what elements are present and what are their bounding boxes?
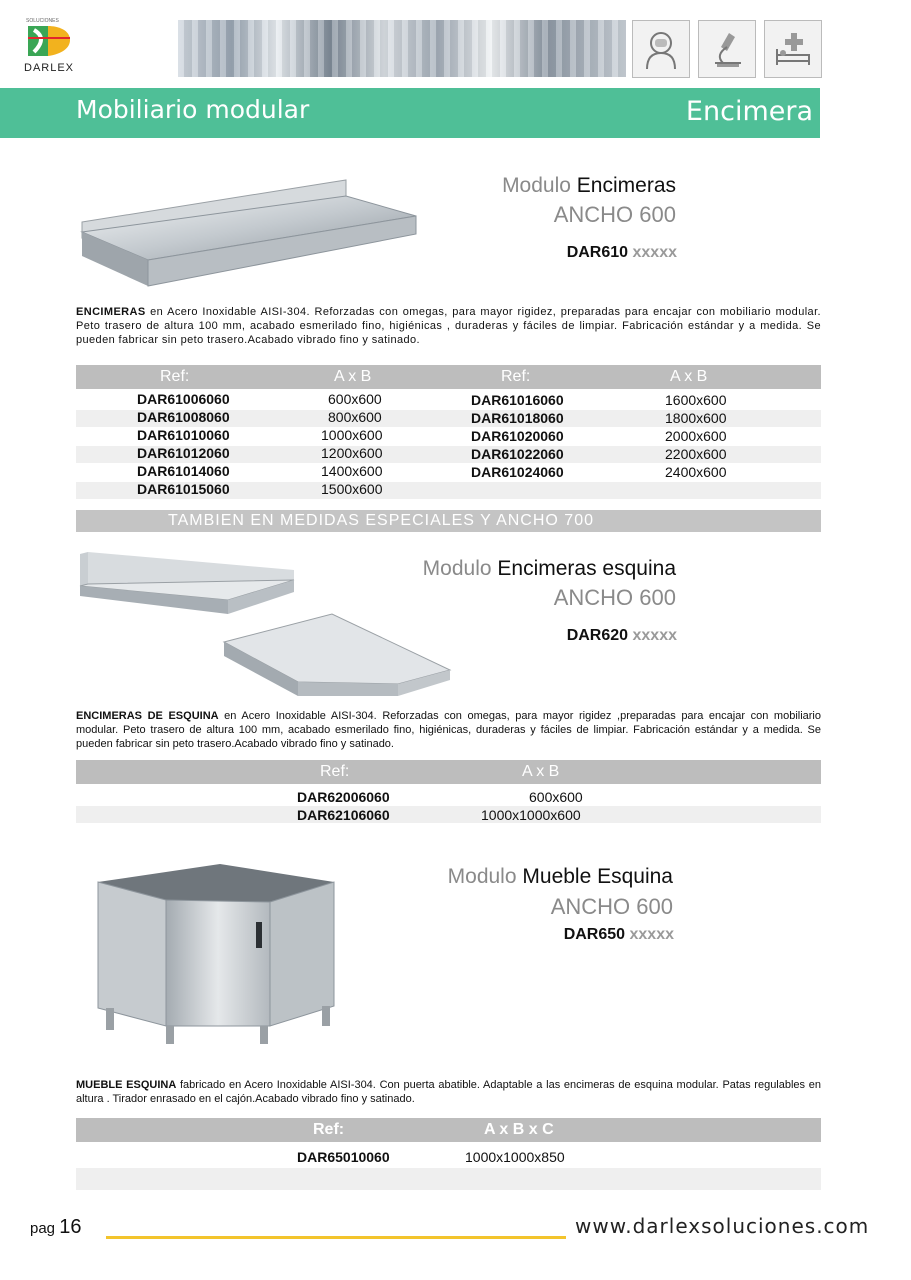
page-number	[30, 1216, 81, 1239]
logo-text: DARLEX	[24, 62, 75, 74]
table-cell-dim: 1000x1000x600	[481, 807, 581, 823]
table-cell-dim: 1000x600	[321, 427, 383, 443]
description-text: en Acero Inoxidable AISI-304. Reforzadas con omegas, para mayor rigidez ,preparadas para encajar con mobiliario modular. Peto trasero de altura 100 mm, acabado esmerilado fino, higiénicas, duraderas y fáciles de limpiar. Fabricación estándar y a medida. Se pueden fabricar sin peto trasero.Acabado vibrado fino y satinado.	[76, 710, 821, 750]
encimera-image	[78, 176, 418, 288]
module-ancho: ANCHO 600	[553, 585, 676, 610]
section-category: Encimera	[685, 96, 813, 127]
module-name: Encimeras esquina	[497, 557, 676, 580]
table-header	[76, 365, 821, 389]
table-cell-dim: 1600x600	[665, 392, 727, 408]
description-text: en Acero Inoxidable AISI-304. Reforzadas con omegas, para mayor rigidez, preparadas para encajar con mobiliario modular. Peto trasero de altura 100 mm, acabado esmerilado fino, higiénicas , duraderas y fáciles de limpiar. Fabricación estándar y a medida. Se pueden fabricar sin peto trasero.Acabado vibrado fino y satinado.	[76, 306, 821, 346]
table-cell-dim: 1800x600	[665, 410, 727, 426]
module-ancho: ANCHO 600	[553, 202, 676, 227]
table-header	[76, 1118, 821, 1142]
code-suffix: xxxxx	[629, 926, 674, 943]
module-title-mueble-esquina	[448, 865, 673, 889]
table-cell-ref: DAR61006060	[137, 391, 230, 407]
hazmat-suit-icon	[632, 20, 690, 78]
col-ref: Ref:	[320, 763, 350, 780]
website-url: www.darlexsoluciones.com	[575, 1214, 870, 1238]
module-label: Modulo	[447, 865, 517, 888]
row-stripe	[76, 1168, 821, 1190]
code-prefix: DAR650	[563, 926, 626, 943]
table-cell-ref: DAR61012060	[137, 445, 230, 461]
table-cell-dim: 2400x600	[665, 464, 727, 480]
table-cell-dim: 1200x600	[321, 445, 383, 461]
code-prefix: DAR620	[566, 627, 629, 644]
pag-label: pag	[30, 1220, 56, 1237]
code-suffix: xxxxx	[632, 627, 677, 644]
col-ref: Ref:	[160, 368, 190, 385]
description-text: fabricado en Acero Inoxidable AISI-304. Con puerta abatible. Adaptable a las encimeras de esquina modular. Patas regulables en altura . Tirador enrasado en el cajón.Acabado vibrado fino y satinado.	[76, 1079, 821, 1105]
hospital-bed-icon	[764, 20, 822, 78]
table-cell-dim: 800x600	[328, 409, 382, 425]
table-cell-ref: DAR65010060	[297, 1149, 390, 1165]
banner-text: TAMBIEN EN MEDIDAS ESPECIALES Y ANCHO 700	[167, 512, 594, 529]
table-cell-ref: DAR61008060	[137, 409, 230, 425]
col-axb-2: A x B	[670, 368, 708, 385]
row-stripe	[76, 806, 821, 823]
col-axbxc: A x B x C	[484, 1121, 554, 1138]
module-description	[76, 709, 821, 751]
module-label: Modulo	[502, 174, 571, 197]
table-cell-dim: 1000x1000x850	[465, 1149, 565, 1165]
module-code	[564, 926, 674, 944]
description-bold: ENCIMERAS DE ESQUINA	[76, 710, 219, 722]
table-cell-ref: DAR61010060	[137, 427, 230, 443]
module-code	[567, 244, 677, 262]
table-cell-ref: DAR61014060	[137, 463, 230, 479]
table-cell-ref: DAR61018060	[471, 410, 564, 426]
module-description	[76, 305, 821, 347]
encimera-esquina-image-2	[222, 612, 454, 698]
table-cell-dim: 600x600	[529, 789, 583, 805]
table-cell-ref: DAR62006060	[297, 789, 390, 805]
special-sizes-banner	[76, 510, 821, 532]
table-cell-ref: DAR61016060	[471, 392, 564, 408]
encimera-esquina-image-1	[78, 550, 300, 616]
table-cell-ref: DAR61024060	[471, 464, 564, 480]
module-name: Encimeras	[576, 174, 676, 197]
col-axb: A x B	[522, 763, 560, 780]
col-ref: Ref:	[313, 1121, 345, 1138]
code-prefix: DAR610	[566, 244, 629, 261]
logo-small-text: SOLUCIONES	[26, 18, 59, 24]
module-title-encimeras	[502, 174, 676, 198]
module-title-encimeras-esquina	[423, 557, 676, 581]
module-description	[76, 1078, 821, 1106]
module-code	[567, 627, 677, 645]
table-header	[76, 760, 821, 784]
table-cell-dim: 2000x600	[665, 428, 727, 444]
table-cell-ref: DAR61020060	[471, 428, 564, 444]
table-cell-dim: 1400x600	[321, 463, 383, 479]
col-ref-2: Ref:	[501, 368, 531, 385]
module-ancho: ANCHO 600	[550, 894, 673, 919]
table-cell-ref: DAR61015060	[137, 481, 230, 497]
page-number-value: 16	[59, 1216, 82, 1238]
table-cell-ref: DAR61022060	[471, 446, 564, 462]
module-label: Modulo	[422, 557, 492, 580]
table-cell-dim: 1500x600	[321, 481, 383, 497]
footer-line	[106, 1236, 566, 1239]
section-title: Mobiliario modular	[76, 95, 310, 124]
table-cell-dim: 2200x600	[665, 446, 727, 462]
description-bold: ENCIMERAS	[76, 306, 146, 318]
mueble-esquina-image	[90, 858, 340, 1046]
code-suffix: xxxxx	[632, 244, 677, 261]
col-axb: A x B	[334, 368, 372, 385]
header-photo	[178, 20, 626, 77]
microscope-icon	[698, 20, 756, 78]
table-cell-ref: DAR62106060	[297, 807, 390, 823]
table-cell-dim: 600x600	[328, 391, 382, 407]
module-name: Mueble Esquina	[522, 865, 673, 888]
description-bold: MUEBLE ESQUINA	[76, 1079, 177, 1091]
